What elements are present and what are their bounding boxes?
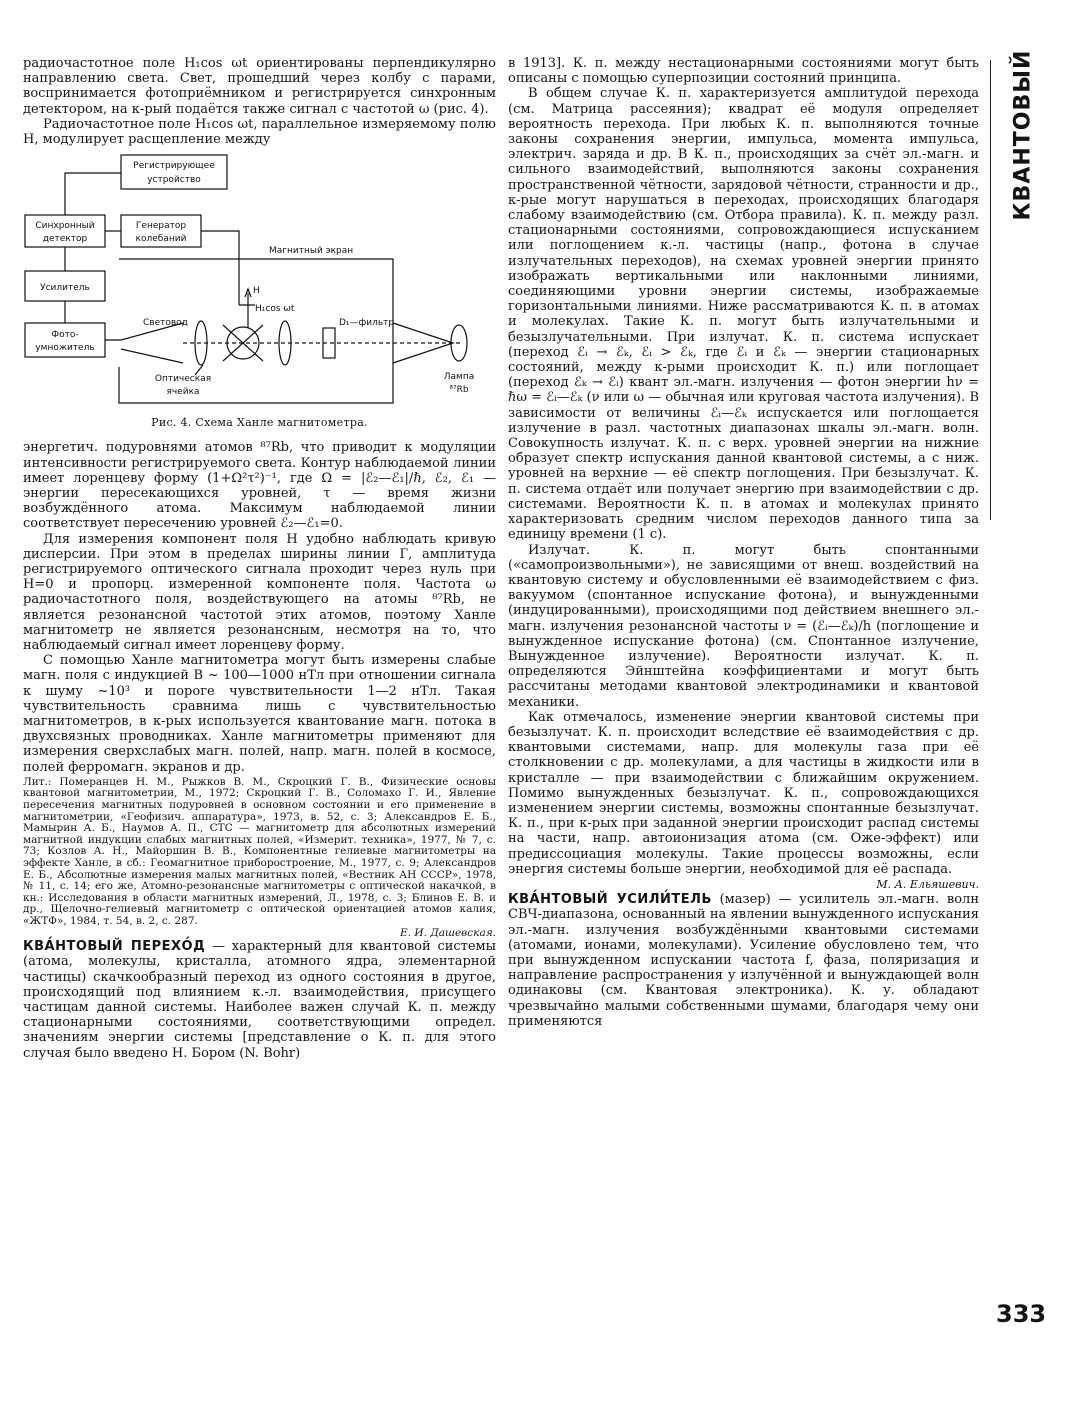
- photomultiplier-label-2: умножитель: [35, 343, 95, 354]
- entry-quantum-transition: [23, 939, 496, 1061]
- generator-label-2: колебаний: [135, 234, 187, 245]
- optical-cell-label-1: Оптическая: [154, 374, 212, 385]
- figure-caption: Рис. 4. Схема Ханле магнитометра.: [151, 416, 368, 430]
- literature-text: Лит.: Померанцев Н. М., Рыжков В. М., Скроцкий Г. В., Физические основы квантовой магнитометрии, М., 1972; Скроцкий Г. В., Соломахо Г. И., Явление пересечения магнитных подуровней в основном состоянии и его применение в магнитометрии, «Геофизич. аппаратура», 1973, в. 52, с. 3; Александров Е. Б., Мамырин А. Б., Наумов А. П., СТС — магнитометр для абсолютных измерений магнитной индукции слабых магнитных полей, «Измерит. техника», 1977, № 7, с. 73; Козлов А. Н., Майоршин В. В., Компонентные гелиевые магнитометры на эффекте Ханле, в сб.: Геомагнитное приборостроение, М., 1977, с. 9; Александров Е. Б., Абсолютные измерения малых магнитных полей, «Вестник АН СССР», 1978, № 11, с. 14; его же, Атомно-резонансные магнитометры с оптической накачкой, в кн.: Исследования в области магнитных измерений, Л., 1978, с. 3; Блинов Е. В. и др., Щелочно-гелиевый магнитометр с оптической ориентацией атомов калия, «ЖТФ», 1984, т. 54, в. 2, с. 287.: [23, 775, 496, 928]
- schematic-diagram: [23, 153, 496, 413]
- paragraph: Для измерения компонент поля H удобно наблюдать кривую дисперсии. При этом в пределах ширины линии Г, амплитуда регистрируемого оптического сигнала проходит через нуль при H=0 и пропорц. измеренной компоненте поля. Частота ω радиочастотного поля, воздействующего на атомы ⁸⁷Rb, не является резонансной частотой этих атомов, поэтому Ханле магнитометр не является резонансным, несмотря на то, что наблюдаемый сигнал имеет лоренцеву форму.: [23, 531, 496, 654]
- entry-quantum-amplifier: [508, 892, 979, 1029]
- wire-generator-coil: [201, 231, 239, 301]
- paragraph: в 1913]. К. п. между нестационарными состояниями могут быть описаны с помощью суперпозиции состояний принципа.: [508, 56, 979, 87]
- paragraph: В общем случае К. п. характеризуется амплитудой перехода (см. Матрица рассеяния); квадрат её модуля определяет вероятность перехода. При любых К. п. выполняются точные законы сохранения энергии, импульса, момента импульса, электрич. заряда и др. В К. п., происходящих за счёт эл.-магн. и сильного взаимодействий, выполняются законы сохранения пространственной чётности, зарядовой чётности, странности и др., к-рые могут нарушаться в переходах, происходящих благодаря слабому взаимодействию (см. Отбора правила). К. п. между разл. стационарными состояниями, сопровождающиеся испусканием или поглощением к.-л. частицы (напр., фотона в случае излучательных переходов), на схемах уровней энергии принято изображать вертикальными или наклонными линиями, соединяющими уровни энергии системы, изображаемые горизонтальными линиями. Ниже рассматриваются К. п. в атомах и молекулах. Такие К. п. могут быть излучательными и безызлучательными. При излучат. К. п. система испускает (переход ℰᵢ → ℰₖ, ℰᵢ > ℰₖ, где ℰᵢ и ℰₖ — энергии стационарных состояний, между к-рыми происходит К. п.) или поглощает (переход ℰₖ → ℰᵢ) квант эл.-магн. излучения — фотон энергии hν = ℏω = ℰᵢ—ℰₖ (ν или ω — обычная или круговая частота излучения). В зависимости от величины ℰᵢ—ℰₖ испускается или поглощается излучение в разл. частотных диапазонах шкалы эл.-магн. волн. Совокупность излучат. К. п. с верх. уровней энергии на нижние образует спектр испускания данной квантовой системы, а с ниж. уровней на верхние — её спектр поглощения. При безызлучат. К. п. система отдаёт или получает энергию при взаимодействии с др. системами. Вероятности К. п. в атомах и молекулах принято характеризовать средним числом переходов данного типа за единицу времени (1 с).: [508, 86, 979, 543]
- entry-title: КВА́НТОВЫЙ УСИЛИ́ТЕЛЬ: [508, 892, 712, 908]
- optical-cell-label-2: ячейка: [166, 387, 200, 398]
- h1-arrow: [239, 301, 255, 305]
- left-column: [23, 56, 496, 1061]
- running-header: КВАНТОВЫЙ: [1010, 49, 1036, 221]
- paragraph: радиочастотное поле H₁cos ωt ориентированы перпендикулярно направлению света. Свет, прошедший через колбу с парами, воспринимается фотоприёмником и регистрируется синхронным детектором, на к-рый подаётся также сигнал с частотой ω (рис. 4).: [23, 56, 496, 117]
- generator-label-1: Генератор: [135, 221, 187, 232]
- lamp-label-1: Лампа: [443, 372, 475, 383]
- recorder-label-1: Регистрирующее: [133, 161, 215, 172]
- sync-detector-label-2: детектор: [42, 234, 88, 245]
- literature-author: Е. И. Дашевская.: [400, 926, 496, 939]
- literature-list: [23, 777, 496, 939]
- paragraph: С помощью Ханле магнитометра могут быть измерены слабые магн. поля с индукцией B ~ 100—1000 нТл при отношении сигнала к шуму ~10³ и пороге чувствительности 1—2 нТл. Такая чувствительность сравнима лишь с чувствительностью магнитометров, в к-рых используется квантование магн. потока в двухсвязных проводниках. Ханле магнитометры применяют для измерения сверхслабых магн. полей, напр. магн. полей в космосе, полей ферромагн. экранов и др.: [23, 653, 496, 775]
- amplifier-label: Усилитель: [40, 283, 90, 294]
- h-arrow: [245, 289, 251, 328]
- photomultiplier-label-1: Фото-: [51, 330, 79, 341]
- entry-text: (мазер) — усилитель эл.-магн. волн СВЧ-диапазона, основанный на явлении вынужденного испускания эл.-магн. излучения возбуждёнными квантовыми системами (атомами, ионами, молекулами). Усиление обусловлено тем, что при вынужденном испускании частота f, фаза, поляризация и направление распространения у излучённой и вынуждающей волн одинаковы (см. Квантовая электроника). К. у. обладают чрезвычайно малыми собственными шумами, благодаря чему они применяются: [508, 892, 979, 1029]
- signature: М. А. Ельяшевич.: [876, 877, 979, 891]
- paragraph: энергетич. подуровнями атомов ⁸⁷Rb, что приводит к модуляции интенсивности регистрируемого света. Контур наблюдаемой линии имеет лоренцеву форму (1+Ω²τ²)⁻¹, где Ω = |ℰ₂—ℰ₁|/ℏ, ℰ₂, ℰ₁ — энергии пересекающихся уровней, τ — время жизни возбуждённого атома. Максимум наблюдаемой линии соответствует пересечению уровней ℰ₂—ℰ₁=0.: [23, 440, 496, 532]
- paragraph: Радиочастотное поле H₁cos ωt, параллельное измеряемому полю H, модулирует расщепление между: [23, 116, 496, 148]
- figure-hanle-magnetometer: [23, 153, 496, 430]
- paragraph: Излучат. К. п. могут быть спонтанными («самопроизвольными»), не зависящими от внеш. воздействий на квантовую систему и обусловленными её взаимодействием с физ. вакуумом (спонтанное испускание фотона), и вынужденными (индуцированными), происходящими под действием внешнего эл.-магн. излучения резонансной частоты ν = (ℰᵢ—ℰₖ)/h (поглощение и вынужденное испускание фотона) (см. Спонтанное излучение, Вынужденное излучение). Вероятности излучат. К. п. определяются Эйнштейна коэффициентами и могут быть рассчитаны методами квантовой электродинамики и квантовой механики.: [508, 542, 979, 710]
- paragraph: Как отмечалось, изменение энергии квантовой системы при безызлучат. К. п. происходит вследствие её взаимодействия с др. квантовыми системами, напр. для молекулы газа при её столкновении с др. молекулами, а для частицы в жидкости или в кристалле — при взаимодействии с ближайшим окружением. Помимо вынужденных безызлучат. К. п., сопровождающихся изменением энергии системы, возможны спонтанные безызлучат. К. п., при к-рых при заданной энергии происходит распад системы на части, напр. автоионизация атома (см. Оже-эффект) или предиссоциация молекулы. Такие процессы возможны, если энергия системы больше энергии, необходимой для её распада.: [508, 709, 979, 877]
- h1-label: H₁cos ωt: [255, 304, 295, 315]
- h-label: H: [253, 286, 260, 297]
- sync-detector-label-1: Синхронный: [35, 221, 95, 232]
- margin-rule: [990, 60, 991, 520]
- magnetic-screen-label: Магнитный экран: [269, 246, 354, 257]
- light-guide-label: Световод: [143, 318, 188, 329]
- entry-text: — характерный для квантовой системы (атома, молекулы, кристалла, атомного ядра, элементарной частицы) скачкообразный переход из одного состояния в другое, происходящий под влиянием к.-л. взаимодействия, присущего частицам данной системы. Наиболее важен случай К. п. между стационарными состояниями, соответствующими определ. значениям энергии системы [представление о К. п. для этого случая было введено Н. Бором (N. Bohr): [23, 939, 497, 1061]
- lamp-label-2: ⁸⁷Rb: [449, 385, 469, 396]
- recorder-label-2: устройство: [147, 175, 201, 186]
- d1-filter-label: D₁—фильтр: [339, 318, 395, 329]
- wire-sync-recorder: [65, 173, 121, 215]
- page-number: 333: [996, 1300, 1047, 1328]
- right-column: [508, 56, 979, 1029]
- entry-title: КВА́НТОВЫЙ ПЕРЕХО́Д: [23, 939, 206, 955]
- light-guide: [105, 323, 183, 363]
